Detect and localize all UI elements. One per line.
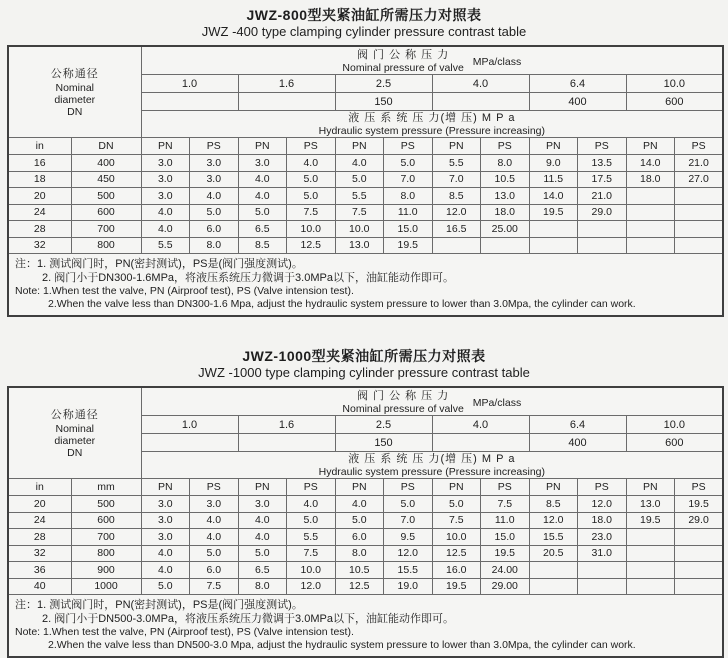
size-in-cell: 20: [8, 496, 71, 513]
pressure-cell: 29.00: [481, 578, 530, 595]
pressure-cell: [626, 221, 675, 238]
pressure-cell: [578, 221, 627, 238]
pressure-cell: 8.0: [238, 578, 287, 595]
pressure-cell: 19.0: [384, 578, 433, 595]
pressure-cell: 5.0: [287, 171, 336, 188]
pressure-cell: 7.5: [287, 545, 336, 562]
pressure-cell: 20.5: [529, 545, 578, 562]
size-dn-cell: 400: [71, 155, 141, 172]
nominal-diameter-unit: DN: [67, 105, 83, 118]
pressure-cell: 10.0: [432, 529, 481, 546]
size-in-cell: 20: [8, 188, 71, 205]
pressure-cell: 3.0: [141, 171, 190, 188]
table1-title-block: [0, 0, 728, 40]
pressure-class-cell: 2.5: [335, 416, 432, 434]
hydraulic-en: Hydraulic system pressure (Pressure increasing): [318, 125, 546, 137]
ps-header: PS: [578, 479, 627, 496]
table2-title-en: JWZ -1000 type clamping cylinder pressure contrast table: [198, 365, 530, 380]
hydraulic-zh: 液 压 系 统 压 力(增 压) M P a: [348, 112, 516, 124]
pressure-cell: 4.0: [190, 188, 239, 205]
pressure-cell: 5.0: [287, 512, 336, 529]
pressure-cell: 8.0: [481, 155, 530, 172]
note-en-2: 2.When the valve less than DN300-1.6 Mpa, adjust the hydraulic system pressure to lower than 3.0Mpa, the cylinder can work.: [48, 298, 636, 310]
pressure-cell: 8.0: [190, 237, 239, 254]
pressure-cell: 5.0: [238, 204, 287, 221]
size-dn-cell: 450: [71, 171, 141, 188]
ps-header: PS: [675, 138, 724, 155]
note-en-1: Note: 1.When test the valve, PN (Airproof test), PS (Valve intension test).: [15, 626, 354, 638]
pressure-cell: 14.0: [529, 188, 578, 205]
pressure-cell: 25.00: [481, 221, 530, 238]
pressure-cell: 21.0: [578, 188, 627, 205]
table1-title-zh: JWZ-800型夹紧油缸所需压力对照表: [246, 7, 482, 23]
note-zh-1: 注：1. 测试阀门时，PN(密封测试)，PS是(阀门强度测试)。: [15, 258, 303, 270]
valve-pressure-unit: MPa/class: [472, 56, 522, 68]
pn-header: PN: [141, 479, 190, 496]
ps-header: PS: [578, 138, 627, 155]
pressure-cell: [529, 578, 578, 595]
pressure-cell: 15.0: [384, 221, 433, 238]
pressure-cell: [675, 578, 724, 595]
pressure-cell: 5.0: [190, 545, 239, 562]
pressure-cell: [481, 237, 530, 254]
pressure-cell: 11.0: [481, 512, 530, 529]
pressure-cell: 4.0: [190, 512, 239, 529]
pressure-cell: 19.5: [626, 512, 675, 529]
pn-header: PN: [626, 479, 675, 496]
size-mm-cell: 600: [71, 512, 141, 529]
pressure-cell: 3.0: [190, 155, 239, 172]
ps-header: PS: [287, 479, 336, 496]
class-number-cell: 150: [335, 93, 432, 111]
size-dn-cell: 800: [71, 237, 141, 254]
nominal-diameter-header: [8, 46, 141, 138]
pressure-cell: 5.5: [287, 529, 336, 546]
pressure-cell: 13.0: [335, 237, 384, 254]
pressure-cell: 16.0: [432, 562, 481, 579]
pn-header: PN: [432, 138, 481, 155]
pressure-cell: 7.5: [190, 578, 239, 595]
table-row: [8, 171, 723, 188]
pressure-cell: [578, 237, 627, 254]
table2-title-block: [0, 348, 728, 381]
pressure-cell: 8.0: [335, 545, 384, 562]
pressure-cell: 8.5: [432, 188, 481, 205]
ps-header: PS: [384, 479, 433, 496]
class-number-cell: [238, 434, 335, 452]
pressure-cell: 4.0: [141, 562, 190, 579]
table-row: [8, 545, 723, 562]
class-number-cell: [432, 434, 529, 452]
class-number-cell: [238, 93, 335, 111]
valve-pressure-zh: 阀 门 公 称 压 力: [356, 48, 450, 61]
pressure-class-cell: 1.6: [238, 416, 335, 434]
pressure-cell: 3.0: [141, 529, 190, 546]
pressure-cell: 12.5: [432, 545, 481, 562]
valve-pressure-en: Nominal pressure of valve: [342, 402, 464, 415]
pn-header: PN: [335, 479, 384, 496]
hydraulic-pressure-header: [141, 452, 723, 479]
size-mm-cell: 800: [71, 545, 141, 562]
pressure-cell: [675, 545, 724, 562]
table1-title-en: JWZ -400 type clamping cylinder pressure contrast table: [201, 24, 527, 39]
pn-header: PN: [626, 138, 675, 155]
pressure-cell: 19.5: [675, 496, 724, 513]
size-dn-cell: 600: [71, 204, 141, 221]
pn-header: PN: [529, 138, 578, 155]
size-dn-cell: 500: [71, 188, 141, 205]
nominal-diameter-header: [8, 387, 141, 479]
pressure-class-cell: 6.4: [529, 416, 626, 434]
pressure-cell: [578, 578, 627, 595]
pressure-cell: 29.0: [578, 204, 627, 221]
pressure-cell: 12.0: [432, 204, 481, 221]
nominal-diameter-unit: DN: [67, 446, 83, 459]
pressure-cell: 7.0: [384, 512, 433, 529]
size-mm-cell: 500: [71, 496, 141, 513]
pressure-cell: [529, 237, 578, 254]
pressure-cell: [626, 529, 675, 546]
pressure-cell: 3.0: [141, 155, 190, 172]
size-in-cell: 32: [8, 237, 71, 254]
pressure-cell: 14.0: [626, 155, 675, 172]
note-en-1: Note: 1.When test the valve, PN (Airproof test), PS (Valve intension test).: [15, 285, 354, 297]
pressure-cell: 6.5: [238, 562, 287, 579]
pn-header: PN: [529, 479, 578, 496]
pressure-cell: 6.5: [238, 221, 287, 238]
pressure-cell: [675, 237, 724, 254]
pressure-cell: 27.0: [675, 171, 724, 188]
table-row: [8, 529, 723, 546]
notes-block: [8, 595, 723, 658]
pressure-class-cell: 10.0: [626, 416, 723, 434]
pressure-cell: 7.5: [432, 512, 481, 529]
pressure-cell: 12.0: [384, 545, 433, 562]
pressure-class-cell: 1.6: [238, 75, 335, 93]
class-number-cell: 400: [529, 93, 626, 111]
pressure-cell: [626, 188, 675, 205]
size-in-cell: 18: [8, 171, 71, 188]
pressure-cell: 31.0: [578, 545, 627, 562]
pressure-cell: 19.5: [432, 578, 481, 595]
pressure-cell: 10.0: [287, 562, 336, 579]
pressure-cell: 3.0: [141, 512, 190, 529]
pressure-cell: 7.0: [384, 171, 433, 188]
pressure-cell: 3.0: [141, 188, 190, 205]
pressure-cell: [675, 221, 724, 238]
pressure-cell: [626, 237, 675, 254]
pressure-cell: 11.0: [384, 204, 433, 221]
valve-pressure-en: Nominal pressure of valve: [342, 61, 464, 74]
size-mm-cell: 700: [71, 529, 141, 546]
pressure-cell: 8.0: [384, 188, 433, 205]
nominal-diameter-zh: 公称通径: [50, 408, 99, 421]
pressure-cell: [432, 237, 481, 254]
pressure-cell: 15.0: [481, 529, 530, 546]
pressure-cell: 12.0: [287, 578, 336, 595]
pressure-cell: 7.0: [432, 171, 481, 188]
size-in-cell: 16: [8, 155, 71, 172]
pressure-cell: 9.5: [384, 529, 433, 546]
pressure-cell: 11.5: [529, 171, 578, 188]
class-number-cell: 150: [335, 434, 432, 452]
class-number-cell: 600: [626, 93, 723, 111]
pressure-cell: 13.0: [626, 496, 675, 513]
note-en-2: 2.When the valve less than DN500-3.0 Mpa, adjust the hydraulic system pressure to lower than 3.0Mpa, the cylinder can work.: [48, 639, 636, 651]
pressure-cell: 4.0: [287, 155, 336, 172]
pressure-cell: [675, 529, 724, 546]
pressure-cell: 8.5: [529, 496, 578, 513]
unit-header-in: in: [8, 138, 71, 155]
pressure-cell: 19.5: [529, 204, 578, 221]
pressure-cell: 4.0: [190, 529, 239, 546]
pressure-class-cell: 4.0: [432, 75, 529, 93]
table-row: [8, 221, 723, 238]
pressure-cell: [626, 578, 675, 595]
pressure-cell: 19.5: [481, 545, 530, 562]
size-in-cell: 36: [8, 562, 71, 579]
pn-header: PN: [238, 138, 287, 155]
ps-header: PS: [481, 138, 530, 155]
nominal-diameter-en2: diameter: [54, 93, 96, 106]
pressure-cell: 7.5: [481, 496, 530, 513]
pressure-cell: 12.0: [578, 496, 627, 513]
pressure-class-cell: 2.5: [335, 75, 432, 93]
pressure-cell: 10.0: [287, 221, 336, 238]
pressure-class-cell: 1.0: [141, 75, 238, 93]
pressure-cell: 6.0: [190, 562, 239, 579]
nominal-diameter-en2: diameter: [54, 434, 96, 447]
pressure-cell: 4.0: [141, 545, 190, 562]
pressure-cell: 3.0: [238, 496, 287, 513]
ps-header: PS: [384, 138, 433, 155]
valve-pressure-header: [141, 46, 723, 75]
pressure-cell: 23.0: [578, 529, 627, 546]
hydraulic-en: Hydraulic system pressure (Pressure increasing): [318, 466, 546, 478]
pressure-cell: 10.5: [335, 562, 384, 579]
pressure-class-cell: 1.0: [141, 416, 238, 434]
class-number-cell: [141, 93, 238, 111]
pressure-cell: 17.5: [578, 171, 627, 188]
pressure-cell: 15.5: [529, 529, 578, 546]
valve-pressure-unit: MPa/class: [472, 397, 522, 409]
pressure-cell: 5.0: [335, 512, 384, 529]
pressure-cell: 18.0: [626, 171, 675, 188]
pressure-cell: 18.0: [481, 204, 530, 221]
unit-header-in: in: [8, 479, 71, 496]
pressure-cell: 6.0: [335, 529, 384, 546]
nominal-diameter-en1: Nominal: [55, 422, 94, 435]
size-mm-cell: 1000: [71, 578, 141, 595]
pressure-cell: [529, 562, 578, 579]
pressure-cell: 4.0: [141, 204, 190, 221]
table-row: [8, 512, 723, 529]
pressure-cell: 3.0: [190, 171, 239, 188]
pressure-cell: [578, 562, 627, 579]
hydraulic-pressure-header: [141, 111, 723, 138]
pressure-cell: 5.0: [190, 204, 239, 221]
pn-header: PN: [432, 479, 481, 496]
pressure-cell: 3.0: [190, 496, 239, 513]
pressure-cell: 7.5: [287, 204, 336, 221]
pressure-cell: 6.0: [190, 221, 239, 238]
pressure-table-jwz800: [7, 45, 724, 317]
pressure-cell: 13.0: [481, 188, 530, 205]
pressure-cell: 21.0: [675, 155, 724, 172]
pressure-cell: 24.00: [481, 562, 530, 579]
pressure-cell: 4.0: [141, 221, 190, 238]
pressure-class-cell: 6.4: [529, 75, 626, 93]
size-mm-cell: 900: [71, 562, 141, 579]
size-in-cell: 32: [8, 545, 71, 562]
pressure-cell: 5.5: [335, 188, 384, 205]
pressure-cell: [529, 221, 578, 238]
note-zh-1: 注：1. 测试阀门时，PN(密封测试)，PS是(阀门强度测试)。: [15, 599, 303, 611]
ps-header: PS: [675, 479, 724, 496]
pressure-cell: 9.0: [529, 155, 578, 172]
note-zh-2: 2. 阀门小于DN500-3.0MPa，将液压系统压力微调于3.0MPa以下，油缸能动作即可。: [42, 613, 454, 625]
size-in-cell: 24: [8, 512, 71, 529]
pressure-cell: 15.5: [384, 562, 433, 579]
pressure-cell: 19.5: [384, 237, 433, 254]
pressure-cell: 16.5: [432, 221, 481, 238]
unit-header-dn: DN: [71, 138, 141, 155]
pressure-cell: 5.0: [384, 496, 433, 513]
pressure-cell: 12.5: [335, 578, 384, 595]
pressure-cell: 4.0: [238, 512, 287, 529]
pressure-cell: 5.5: [141, 237, 190, 254]
pressure-cell: 5.0: [432, 496, 481, 513]
pressure-cell: 4.0: [238, 188, 287, 205]
pressure-class-cell: 4.0: [432, 416, 529, 434]
class-number-cell: 600: [626, 434, 723, 452]
class-number-cell: [432, 93, 529, 111]
table-row: [8, 237, 723, 254]
pressure-cell: 4.0: [335, 155, 384, 172]
pressure-cell: 18.0: [578, 512, 627, 529]
size-in-cell: 24: [8, 204, 71, 221]
ps-header: PS: [481, 479, 530, 496]
valve-pressure-zh: 阀 门 公 称 压 力: [356, 389, 450, 402]
size-in-cell: 28: [8, 221, 71, 238]
pressure-cell: 13.5: [578, 155, 627, 172]
pressure-cell: [626, 545, 675, 562]
table-row: [8, 155, 723, 172]
nominal-diameter-zh: 公称通径: [50, 67, 99, 80]
class-number-cell: [141, 434, 238, 452]
ps-header: PS: [190, 479, 239, 496]
pressure-class-cell: 10.0: [626, 75, 723, 93]
table2-title-zh: JWZ-1000型夹紧油缸所需压力对照表: [242, 348, 486, 364]
pressure-cell: [675, 562, 724, 579]
pressure-cell: 5.0: [384, 155, 433, 172]
nominal-diameter-en1: Nominal: [55, 81, 94, 94]
pressure-cell: 12.5: [287, 237, 336, 254]
pressure-cell: 5.0: [141, 578, 190, 595]
notes-block: [8, 254, 723, 317]
pn-header: PN: [141, 138, 190, 155]
pressure-cell: 10.5: [481, 171, 530, 188]
table-row: [8, 578, 723, 595]
pressure-cell: 8.5: [238, 237, 287, 254]
table-row: [8, 204, 723, 221]
pressure-cell: 4.0: [238, 171, 287, 188]
pressure-cell: [675, 204, 724, 221]
pressure-cell: 4.0: [287, 496, 336, 513]
ps-header: PS: [287, 138, 336, 155]
pressure-table-jwz1000: [7, 386, 724, 658]
valve-pressure-header: [141, 387, 723, 416]
pn-header: PN: [238, 479, 287, 496]
table-row: [8, 562, 723, 579]
unit-header-mm: mm: [71, 479, 141, 496]
pressure-cell: 5.5: [432, 155, 481, 172]
pressure-cell: 7.5: [335, 204, 384, 221]
ps-header: PS: [190, 138, 239, 155]
pressure-cell: [626, 204, 675, 221]
table-row: [8, 188, 723, 205]
class-number-cell: 400: [529, 434, 626, 452]
pn-header: PN: [335, 138, 384, 155]
pressure-cell: 5.0: [335, 171, 384, 188]
pressure-cell: [626, 562, 675, 579]
pressure-cell: 4.0: [335, 496, 384, 513]
pressure-cell: 3.0: [238, 155, 287, 172]
size-in-cell: 28: [8, 529, 71, 546]
size-dn-cell: 700: [71, 221, 141, 238]
size-in-cell: 40: [8, 578, 71, 595]
table-row: [8, 496, 723, 513]
pressure-cell: 29.0: [675, 512, 724, 529]
pressure-cell: 5.0: [287, 188, 336, 205]
pressure-cell: 5.0: [238, 545, 287, 562]
pressure-cell: 4.0: [238, 529, 287, 546]
pressure-cell: 3.0: [141, 496, 190, 513]
pressure-cell: [675, 188, 724, 205]
pressure-cell: 12.0: [529, 512, 578, 529]
hydraulic-zh: 液 压 系 统 压 力(增 压) M P a: [348, 453, 516, 465]
pressure-cell: 10.0: [335, 221, 384, 238]
note-zh-2: 2. 阀门小于DN300-1.6MPa，将液压系统压力微调于3.0MPa以下，油缸能动作即可。: [42, 272, 454, 284]
